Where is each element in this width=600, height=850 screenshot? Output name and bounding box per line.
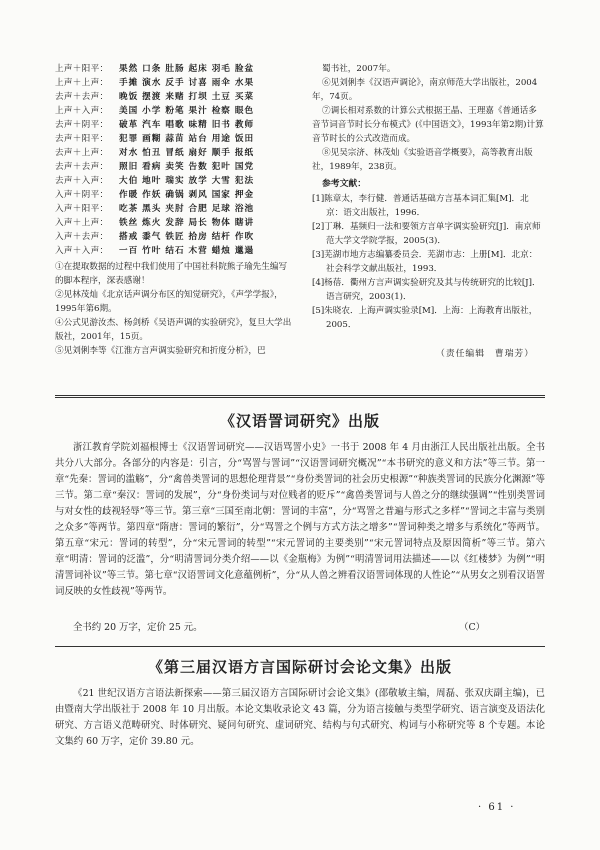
article-body: 浙江教育学院刘福根博士《汉语詈词研究——汉语骂詈小史》一书于 2008 年 4 月由浙江人民出版社出版。全书共分八大部分。各部分的内容是：引言，分“骂詈与詈词”“汉语詈词研究概况”“本书研究的意义和方法”等三节。第一章“先秦：詈词的滥觞”，分“禽兽类詈词的思想伦理背景”“身份类詈词的社会历史根源”“种族类詈词的民族分化渊源”等三节。第二章“秦汉：詈词的发展”，分“身份类词与对位贱者的贬斥”“禽兽类詈词与人兽之分的继续强调”“性别类詈词与对女性的歧视轻辱”等三节。第三章“三国至南北朝：詈词的丰富”，分“骂詈之普遍与形式之多样”“詈词之丰富与类别之众多”等两节。第四章“隋唐：詈词的繁衍”，分“骂詈之个例与方式方法之增多”“詈词种类之增多与系统化”等两节。第五章“宋元：詈词的转型”，分“宋元詈词的转型”“宋元詈词的主要类别”“宋元詈词特点及原因简析”等三节。第六章“明清：詈词的泛滥”，分“明清詈词分类介绍——以《金瓶梅》为例”“明清詈词用法描述——以《红楼梦》为例”“明清詈词补议”等三节。第七章“汉语詈词文化意蕴例析”，分“从人兽之辨看汉语詈词体现的人性论”“从男女之别看汉语詈词反映的女性歧视”等两节。	[55, 442, 545, 597]
section-divider	[55, 395, 545, 398]
tone-label: 去声＋入声：	[55, 176, 109, 186]
author-sign: （C）	[459, 622, 485, 633]
tone-label: 入声＋阳平：	[55, 204, 109, 214]
tone-row	[55, 132, 293, 146]
footnotes-left	[55, 260, 293, 358]
footnote: ⑥见刘俐李《汉语声调论》，南京师范大学出版社，2004年，74页。	[312, 78, 538, 102]
tone-row	[55, 118, 293, 132]
left-column	[55, 62, 293, 358]
tone-row	[55, 146, 293, 160]
article-body: 《21 世纪汉语方言语法新探索——第三届汉语方言国际研讨会论文集》(邵敬敏主编，周磊、张双庆副主编)，已由暨南大学出版社于 2008 年 10 月出版。本论文集收录论文 43 篇，分为语言接触与类型学研究、语言演变及语法化研究、方言语义范畴研究、时体研究、疑问句研究、虚词研究、结构与句式研究、构词与小称研究等 8 个专题。本论文集约 60 万字，定价 39.80 元。	[55, 688, 545, 747]
tone-label: 上声＋阳平：	[55, 64, 109, 74]
tone-row	[55, 188, 293, 202]
footnote: ⑧见吴宗济、林茂灿《实验语音学概要》，高等教育出版社，1989年，238页。	[312, 148, 533, 172]
article-title: 《汉语詈词研究》出版	[219, 412, 380, 430]
article-title: 《第三届汉语方言国际研讨会论文集》出版	[147, 658, 452, 676]
right-column	[312, 62, 544, 359]
tone-row	[55, 90, 293, 104]
tone-examples: 吃茶 黑头 夹肘 合肥 足球 浴池	[119, 204, 255, 214]
reference-item: [5]朱晓农．上海声调实验录[M]．上海：上海教育出版社，2005．	[312, 306, 538, 330]
tone-label: 去声＋阳平：	[55, 134, 109, 144]
tone-row	[55, 104, 293, 118]
footnote: ⑦调长相对系数的计算公式根据王晶、王理嘉《普通话多音节词音节时长分布模式》(《中国语文》，1993年第2期)计算音节时长的公式改造而成。	[312, 106, 544, 144]
tone-label: 去声＋去声：	[55, 162, 109, 172]
tone-label: 去声＋去声：	[55, 92, 109, 102]
footnote: ①在提取数据的过程中我们使用了中国社科院熊子瑜先生编写的脚本程序，深表感谢！	[55, 262, 288, 286]
tone-row	[55, 244, 293, 258]
tone-examples: 一百 竹叶 结石 木营 蜡烛 邋遢	[119, 246, 255, 256]
article-price	[55, 620, 545, 636]
footnote: ②见林茂灿《北京话声调分布区的知觉研究》，《声学学报》，1995年第6期。	[55, 290, 283, 314]
reference-item: [2]丁琳．基频归一法和要领方言单字调实验研究[J]．南京师范大学文学院学报，2005(3)．	[312, 222, 541, 246]
tone-examples: 果然 口条 肚肠 起床 羽毛 脸盆	[119, 64, 255, 74]
tone-examples: 犯罪 画糊 蒜苗 站台 用途 饭田	[119, 134, 255, 144]
references-title: 参考文献：	[322, 179, 366, 189]
reference-item: [1]陈章太，李行健．普通话基础方言基本词汇集[M]．北京：语文出版社，1996．	[312, 194, 529, 218]
tone-examples: 照旧 看病 卖笑 告数 犯叶 国党	[119, 162, 255, 172]
tone-examples: 铁丝 炼火 发辞 局长 物体 瞎讲	[119, 218, 255, 228]
tone-examples: 晚饭 摆渡 来赌 打坝 土豆 买菜	[119, 92, 255, 102]
tone-examples: 作暖 作妖 确锅 剥风 国家 押金	[119, 190, 255, 200]
tone-row	[55, 230, 293, 244]
footnotes-right	[312, 62, 544, 174]
reference-item: [3]芜湖市地方志编纂委员会．芜湖市志：上册[M]．北京：社会科学文献出版社，1993．	[312, 250, 538, 274]
tone-label: 上声＋入声：	[55, 106, 109, 116]
tone-row	[55, 160, 293, 174]
tone-row	[55, 202, 293, 216]
tone-combination-list	[55, 62, 293, 258]
tone-row	[55, 62, 293, 76]
tone-row	[55, 174, 293, 188]
tone-label: 入声＋阴平：	[55, 190, 109, 200]
tone-row	[55, 76, 293, 90]
tone-label: 入声＋上声：	[55, 218, 109, 228]
tone-label: 去声＋上声：	[55, 148, 109, 158]
footnote: 蜀书社，2007年。	[322, 64, 396, 74]
tone-label: 上声＋上声：	[55, 78, 109, 88]
price-text: 全书约 20 万字，定价 25 元。	[73, 622, 203, 633]
reference-item: [4]杨蓓．衢州方言声调实验研究及其与传统研究的比较[J]．语言研究，2003(1)．	[312, 278, 541, 302]
tone-examples: 搭戒 黍气 铁匠 拾房 结杆 作吹	[119, 232, 255, 242]
tone-label: 去声＋阴平：	[55, 120, 109, 130]
tone-row	[55, 216, 293, 230]
tone-examples: 对水 怕丑 冒纸 扇好 顺手 报纸	[119, 148, 255, 158]
tone-examples: 美国 小学 粉笔 果汁 检察 眼色	[119, 106, 255, 116]
tone-examples: 破革 汽车 唱歌 味精 旧书 教师	[119, 120, 255, 130]
references-list	[312, 192, 544, 332]
tone-examples: 手摊 演水 反手 讨喜 雨伞 水果	[119, 78, 255, 88]
tone-label: 入声＋入声：	[55, 246, 109, 256]
footnote: ④公式见游汝杰、杨剑桥《吴语声调的实验研究》，复旦大学出版社，2001年，15页。	[55, 318, 292, 342]
editor-credit: （责任编辑 曹瑞芳）	[436, 349, 534, 359]
footnote: ⑤见刘俐李等《江淮方言声调实验研究和折度分析》，巴	[55, 346, 266, 356]
page-number: · 61 ·	[478, 802, 516, 813]
tone-examples: 大伯 地叶 瑞实 放学 大雪 犯法	[119, 176, 255, 186]
tone-label: 入声＋去声：	[55, 232, 109, 242]
section-divider	[55, 646, 545, 647]
